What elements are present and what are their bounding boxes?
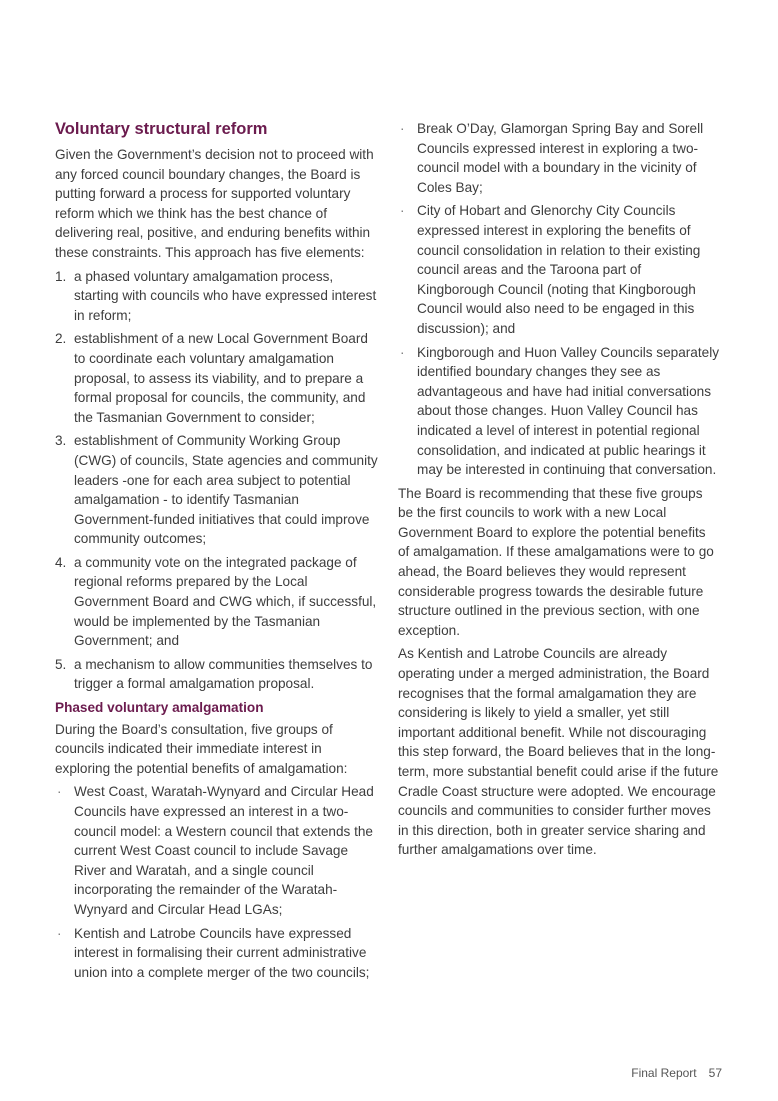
list-item-text: West Coast, Waratah-Wynyard and Circular Head Councils have expressed an interest in a two-council model: a Western council that extends the current West Coast council to include Savage River and Waratah, and a single council incorporating the remainder of the Waratah-Wynyard and Circular Head LGAs; <box>74 784 374 917</box>
footer-label: Final Report <box>631 1066 697 1080</box>
elements-list <box>55 267 380 694</box>
list-item <box>398 201 720 338</box>
consultation-paragraph: During the Board’s consultation, five groups of councils indicated their immediate interest in exploring the potential benefits of amalgamation: <box>55 721 348 776</box>
list-item <box>55 431 380 549</box>
bullet-icon: · <box>400 203 405 219</box>
page-footer <box>631 1064 722 1084</box>
list-item <box>55 924 380 983</box>
bullet-icon: · <box>400 344 405 360</box>
list-item-text: establishment of Community Working Group (CWG) of councils, State agencies and community leaders -one for each area subject to potential amalgamation - to identify Tasmanian Government-funded initiatives that could improve community outcomes; <box>74 433 378 547</box>
bullet-icon: · <box>57 784 62 800</box>
page-number: 57 <box>708 1066 722 1080</box>
list-item <box>55 655 380 694</box>
intro-paragraph: Given the Government’s decision not to proceed with any forced council boundary changes, the Board is putting forward a process for supported voluntary reform which we think has the best chance of delivering real, positive, and enduring benefits within these constraints. This approach has five elements: <box>55 147 374 260</box>
list-number: 1. <box>55 268 67 284</box>
list-item <box>55 267 380 326</box>
list-item <box>398 343 720 480</box>
list-item-text: City of Hobart and Glenorchy City Councils expressed interest in exploring the benefits of council consolidation in relation to their existing council areas and the Taroona part of Kingborough Council (noting that Kingborough Council would also need to be engaged in this discussion); and <box>417 203 701 336</box>
list-item <box>55 782 380 919</box>
council-groups-list-continued <box>398 119 720 480</box>
bullet-icon: · <box>400 121 405 136</box>
section-heading: Voluntary structural reform <box>55 120 268 138</box>
list-item-text: Kentish and Latrobe Councils have expressed interest in formalising their current administrative union into a complete merger of the two councils; <box>74 925 370 980</box>
sub-heading: Phased voluntary amalgamation <box>55 700 264 716</box>
kentish-latrobe-paragraph: As Kentish and Latrobe Councils are already operating under a merged administration, the Board recognises that the formal amalgamation they are considering is likely to yield a smaller, yet still important additional benefit. While not discouraging this step forward, the Board believes that in the long-term, more substantial benefit could arise if the future Cradle Coast structure were adopted. We encourage councils and communities to consider further moves in this direction, both in greater service sharing and further amalgamations over time. <box>398 646 719 858</box>
recommendation-paragraph: The Board is recommending that these five groups be the first councils to work with a new Local Government Board to explore the potential benefits of amalgamation. If these amalgamations were to go ahead, the Board believes they would represent considerable progress towards the desirable future structure outlined in the previous section, with one exception. <box>398 485 714 638</box>
list-item-text: Kingborough and Huon Valley Councils separately identified boundary changes they see as advantageous and have had initial conversations about those changes. Huon Valley Council has indicated a level of interest in potential regional consolidation, and indicated at public hearings it may be interested in continuing that conversation. <box>417 344 720 478</box>
list-item <box>55 553 380 651</box>
list-number: 4. <box>55 554 67 570</box>
list-number: 3. <box>55 433 67 449</box>
council-groups-list <box>55 782 380 982</box>
list-item-text: Break O’Day, Glamorgan Spring Bay and Sorell Councils expressed interest in exploring a two-council model with a boundary in the vicinity of Coles Bay; <box>417 121 704 195</box>
left-column <box>55 119 380 986</box>
list-number: 2. <box>55 331 67 347</box>
list-item <box>55 329 380 427</box>
list-item <box>398 119 720 197</box>
right-column <box>398 119 720 864</box>
list-item-text: a phased voluntary amalgamation process, starting with councils who have expressed interest in reform; <box>74 268 377 323</box>
list-item-text: establishment of a new Local Government Board to coordinate each voluntary amalgamation proposal, to assess its viability, and to prepare a formal proposal for councils, the community, and the Tasmanian Government to consider; <box>74 331 368 425</box>
list-number: 5. <box>55 656 67 672</box>
list-item-text: a mechanism to allow communities themselves to trigger a formal amalgamation proposal. <box>74 656 373 692</box>
list-item-text: a community vote on the integrated package of regional reforms prepared by the Local Government Board and CWG which, if successful, would be implemented by the Tasmanian Government; and <box>74 554 377 649</box>
bullet-icon: · <box>57 925 62 941</box>
